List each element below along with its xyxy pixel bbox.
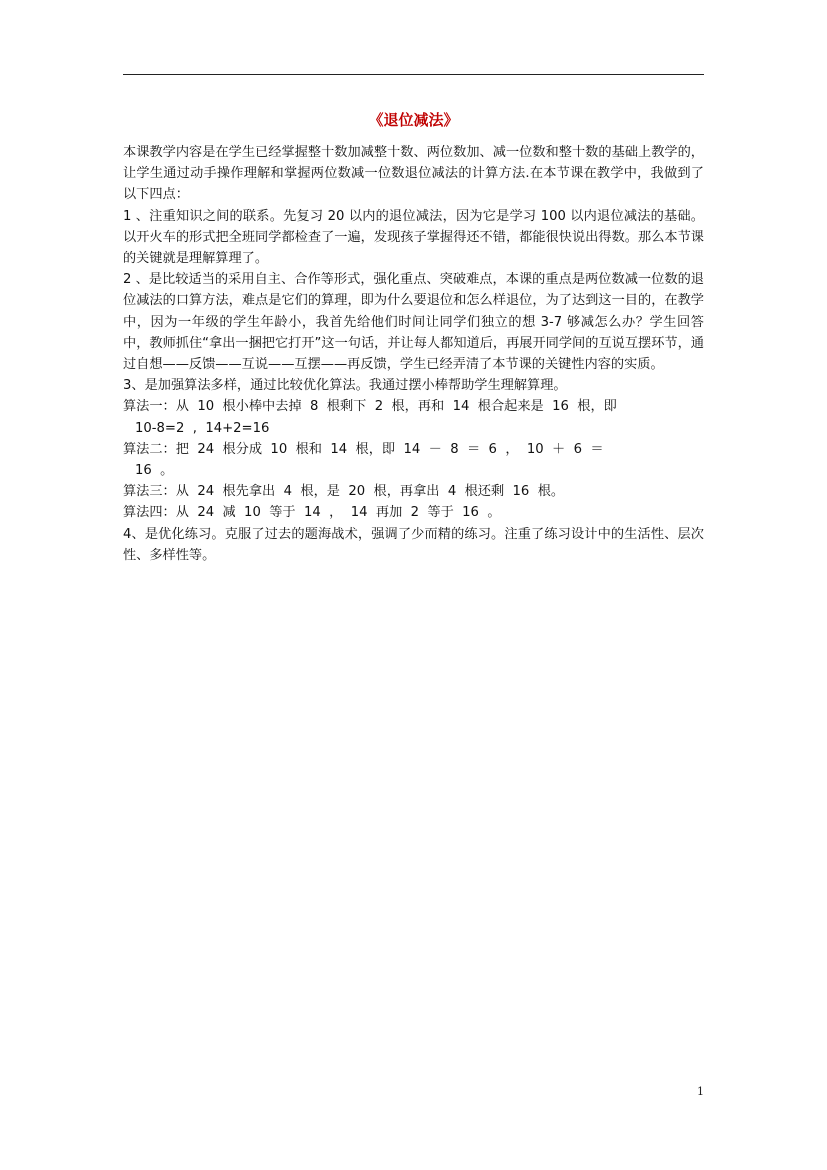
method-1-equations: 10-8=2 , 14+2=16 [135,420,270,436]
document-title: 《退位减法》 [368,111,459,129]
method-1-line: 算法一：从 10 根小棒中去掉 8 根剩下 2 根，再和 14 根合起来是 16 根，即 [123,399,617,415]
intro-paragraph: 本课教学内容是在学生已经掌握整十数加减整十数、两位数加、减一位数和整十数的基础上教学的，让学生通过动手操作理解和掌握两位数减一位数退位减法的计算方法.在本节课在教学中，我做到了以下四点： [123,145,704,203]
method-2-line: 算法二：把 24 根分成 10 根和 14 根，即 14 － 8 ＝ 6 ， 10 ＋ 6 ＝ [123,441,604,457]
point-2-paragraph: 2 、是比较适当的采用自主、合作等形式，强化重点、突破难点，本课的重点是两位数减一位数的退位减法的口算方法，难点是它们的算理，即为什么要退位和怎么样退位，为了达到这一目的，在教学中，因为一年级的学生年龄小，我首先给他们时间让同学们独立的想 3-7 够减怎么办？学生回答中，教师抓住“拿出一捆把它打开”这一句话，并让每人都知道后，再展开同学间的互说互摆环节，通过自想——反馈——互说——互摆——再反馈，学生已经弄清了本节课的关键性内容的实质。 [123,272,704,373]
page-number: 1 [697,1085,704,1098]
method-4-line: 算法四：从 24 减 10 等于 14 ， 14 再加 2 等于 16 。 [123,505,501,521]
point-3-paragraph: 3、是加强算法多样，通过比较优化算法。我通过摆小棒帮助学生理解算理。 [123,378,567,394]
point-4-paragraph: 4、是优化练习。克服了过去的题海战术，强调了少而精的练习。注重了练习设计中的生活性、层次性、多样性等。 [123,526,704,563]
header-rule [123,74,704,75]
document-body [123,142,704,566]
method-3-line: 算法三：从 24 根先拿出 4 根，是 20 根，再拿出 4 根还剩 16 根。 [123,484,565,500]
point-1-paragraph: 1 、注重知识之间的联系。先复习 20 以内的退位减法，因为它是学习 100 以内退位减法的基础。以开火车的形式把全班同学都检查了一遍，发现孩子掌握得还不错，都能很快说出得数。那么本节课的关键就是理解算理了。 [123,208,704,267]
method-2-result: 16 。 [135,463,174,479]
